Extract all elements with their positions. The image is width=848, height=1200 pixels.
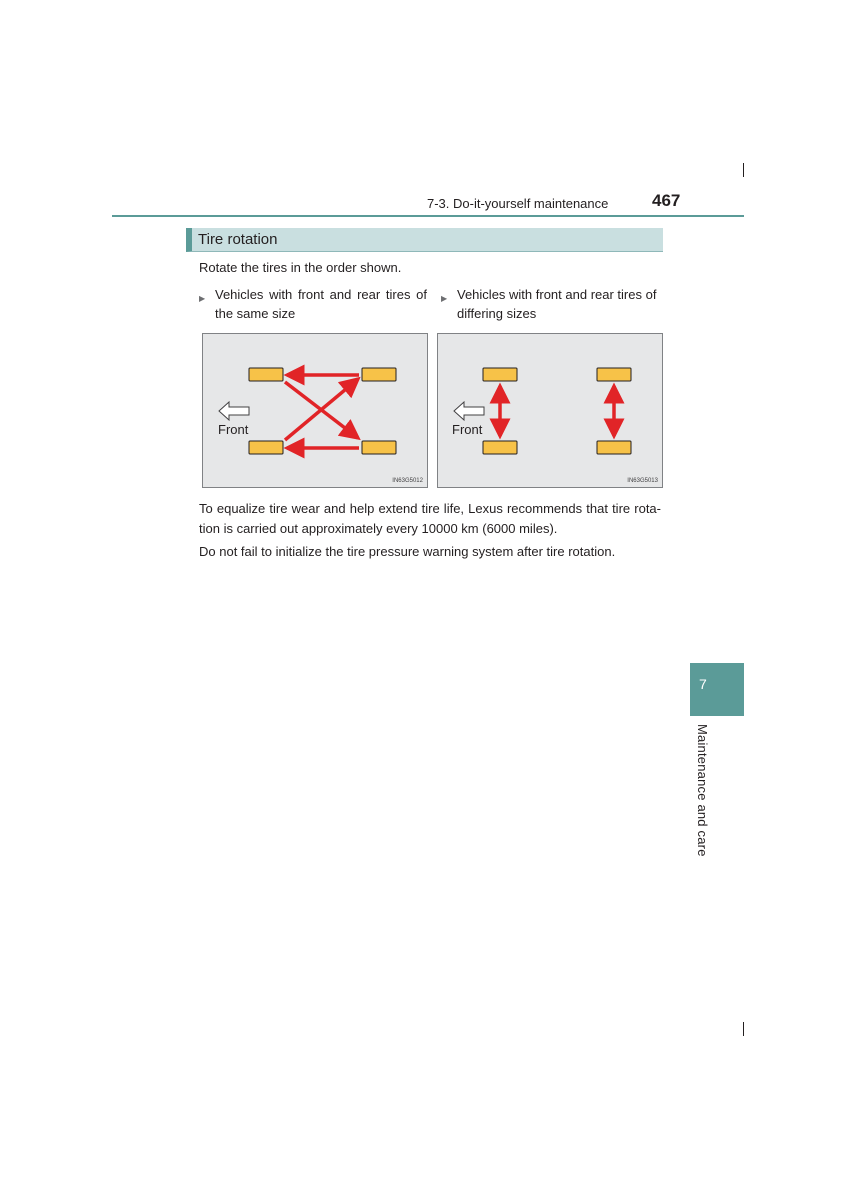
rotation-diagram-vertical: [438, 334, 664, 489]
paragraph-equalize-wear: [199, 499, 661, 539]
header-section-title: 7-3. Do-it-yourself maintenance: [427, 196, 609, 211]
crop-mark-bottom: [743, 1022, 744, 1036]
front-direction-arrow-icon: [219, 402, 249, 420]
section-heading-text: Tire rotation: [198, 231, 278, 248]
tire-front-right: [483, 441, 517, 454]
figure-same-size-rotation: [202, 333, 428, 488]
paragraph-line: tion is carried out approximately every 10000 km (6000 miles).: [199, 521, 558, 536]
bullet-line: Vehicles with front and rear tires of: [457, 287, 657, 302]
tire-front-left: [483, 368, 517, 381]
bullet-line: differing sizes: [457, 306, 537, 321]
figure-code: IN63G5013: [627, 478, 658, 484]
front-label: Front: [218, 422, 249, 437]
front-label: Front: [452, 422, 483, 437]
paragraph-line: To equalize tire wear and help extend tire life, Lexus recommends that tire rota-: [199, 501, 661, 516]
figure-code: IN63G5012: [392, 478, 423, 484]
figure-differing-size-rotation: [437, 333, 663, 488]
rotation-diagram-cross: [203, 334, 429, 489]
bullet-triangle-icon: ▶: [199, 294, 206, 303]
page-number: 467: [652, 191, 681, 210]
intro-text: Rotate the tires in the order shown.: [199, 260, 402, 275]
tire-front-left: [249, 368, 283, 381]
tire-rear-left: [597, 368, 631, 381]
paragraph-tpws-reminder: Do not fail to initialize the tire pressure warning system after tire rotation.: [199, 544, 616, 559]
tire-rear-left: [362, 368, 396, 381]
front-direction-arrow-icon: [454, 402, 484, 420]
header-rule: [112, 215, 744, 217]
section-heading: [186, 228, 663, 252]
bullet-triangle-icon: ▶: [441, 294, 448, 303]
crop-mark-top: [743, 163, 744, 177]
bullet-line: Vehicles with front and rear tires of: [215, 287, 427, 302]
bullet-line: the same size: [215, 306, 296, 321]
chapter-number: 7: [699, 676, 707, 692]
tire-rear-right: [362, 441, 396, 454]
tire-rear-right: [597, 441, 631, 454]
chapter-title: Maintenance and care: [695, 724, 710, 857]
tire-front-right: [249, 441, 283, 454]
